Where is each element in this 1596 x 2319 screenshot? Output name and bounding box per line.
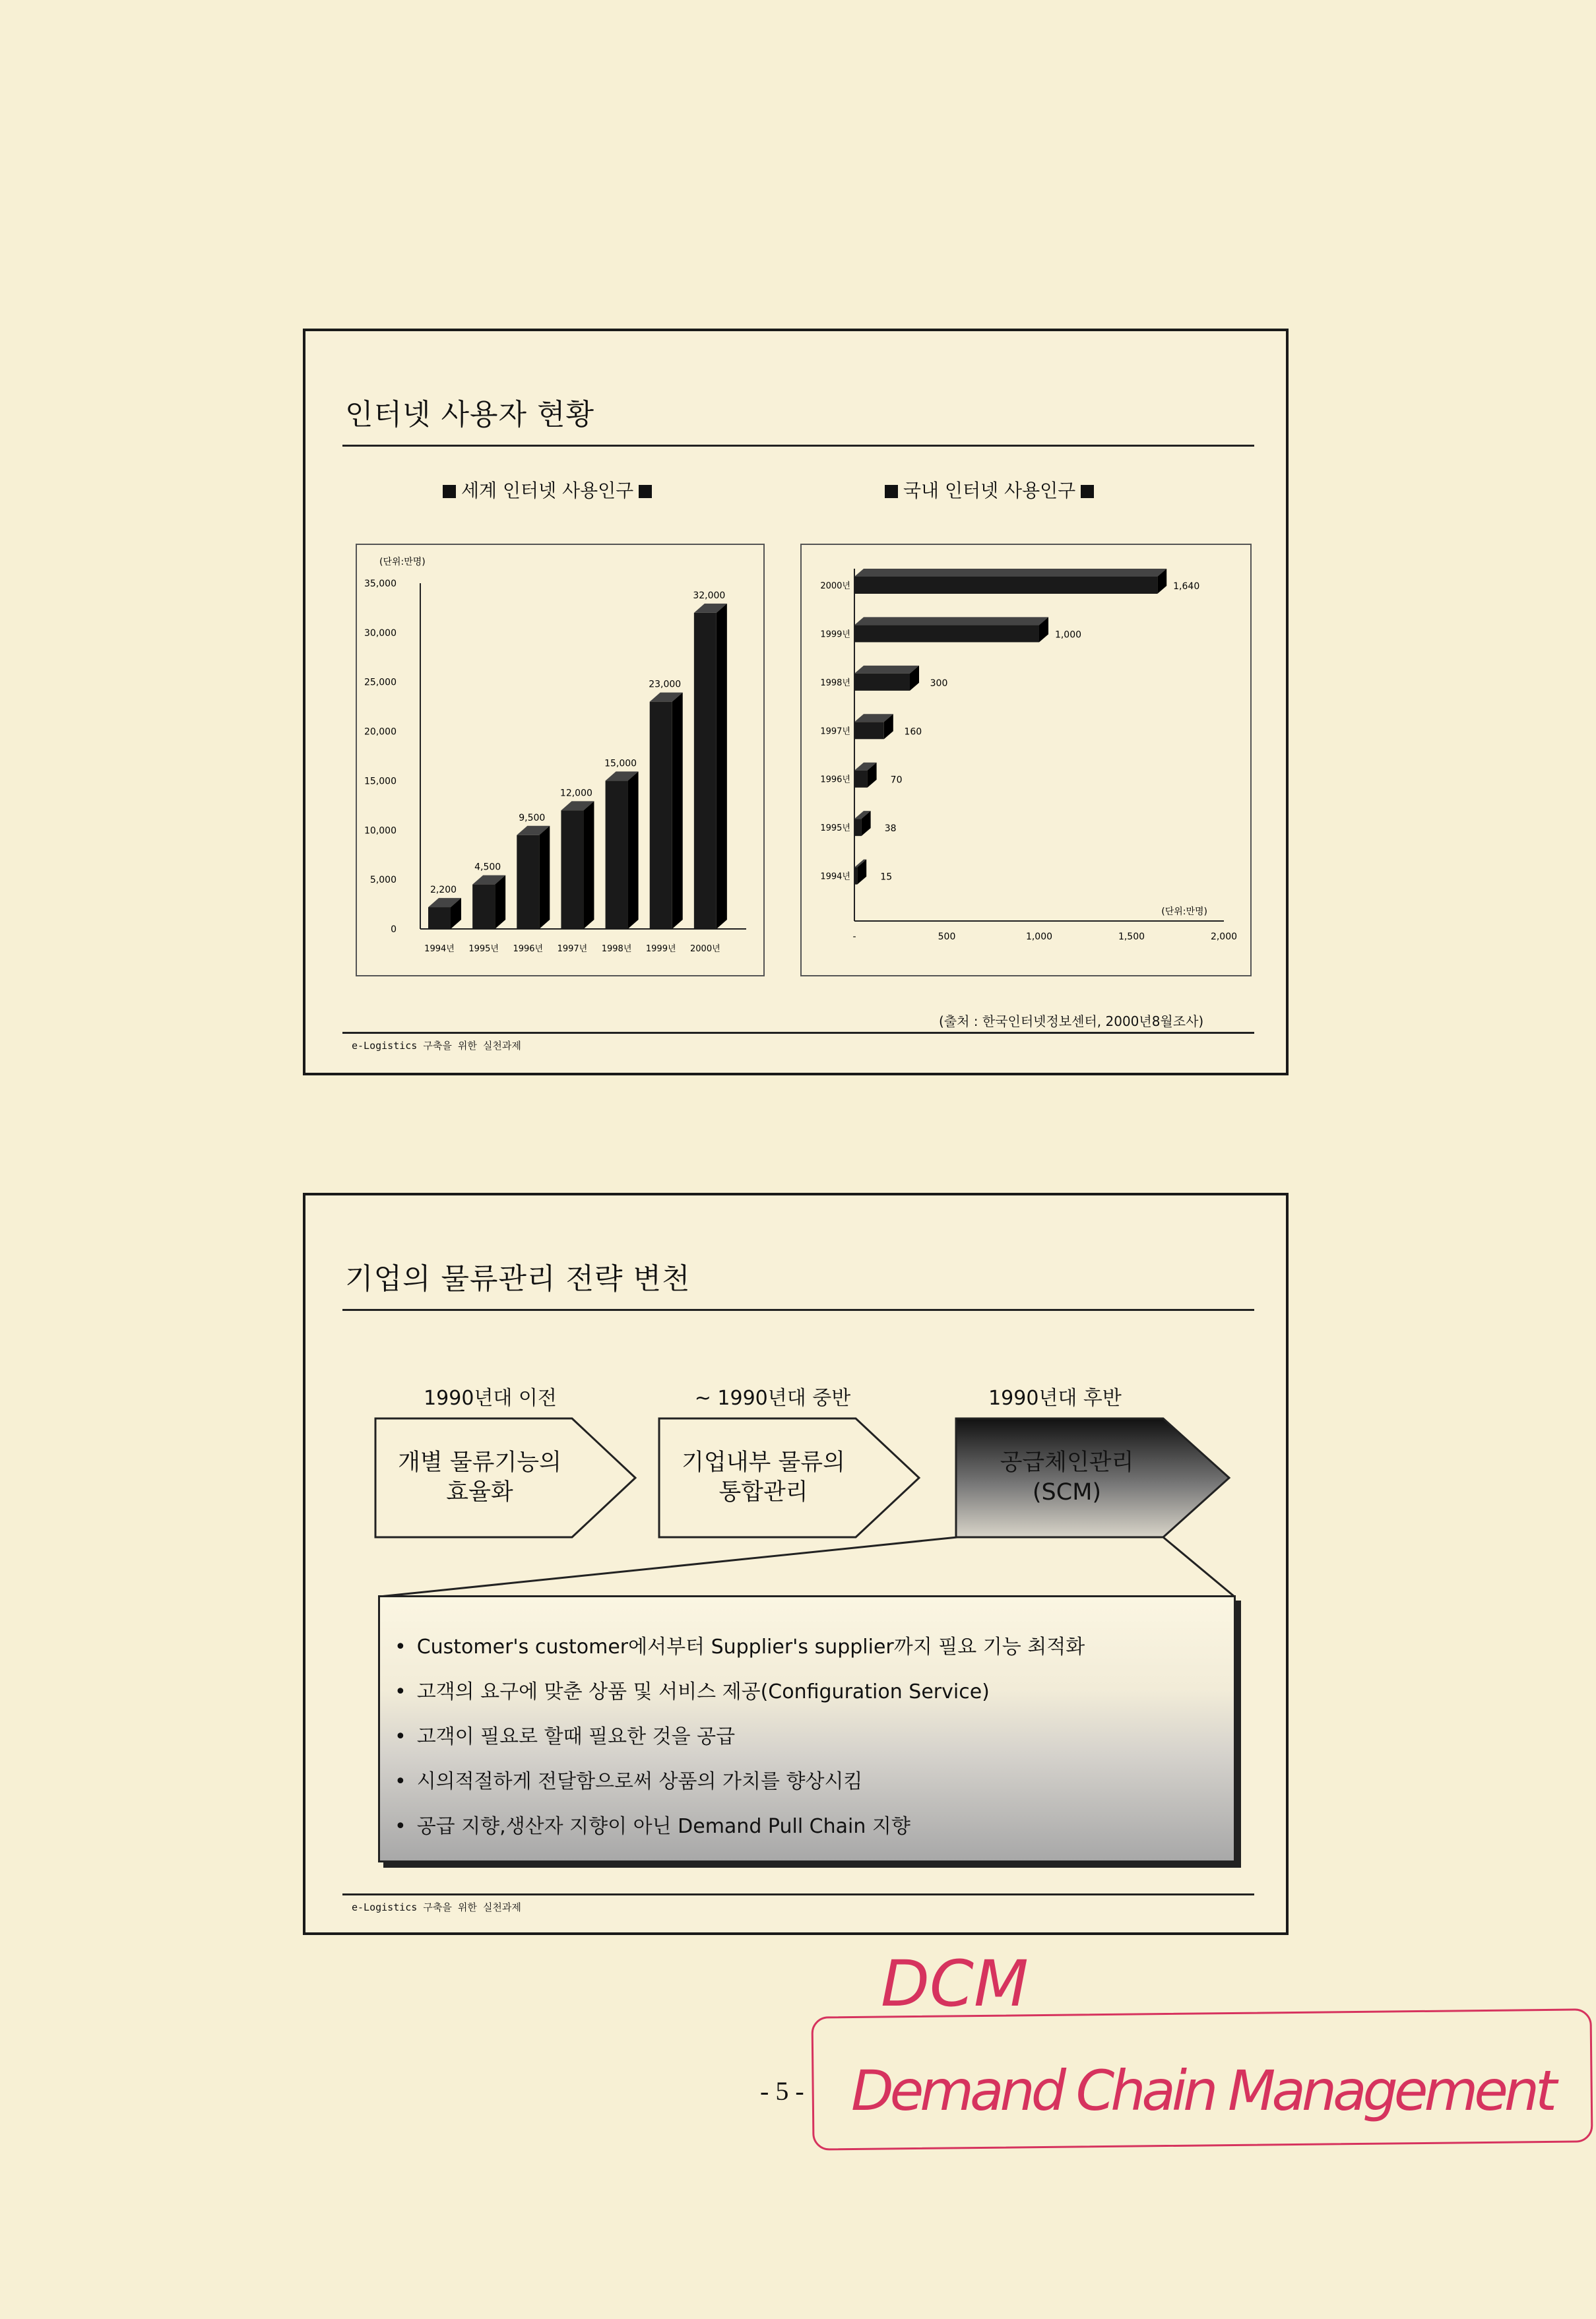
era-label-late-1990: 1990년대 후반 [988, 1387, 1122, 1410]
x-tick-label: 1995년 [468, 944, 499, 954]
value-label: 300 [930, 678, 948, 689]
y-tick-label: 2000년 [820, 581, 850, 591]
korea-heading-text: 국내 인터넷 사용인구 [903, 480, 1076, 501]
x-tick-label: 2000년 [690, 944, 720, 954]
y-tick-label: 20,000 [364, 726, 397, 738]
y-tick-label: 30,000 [364, 627, 397, 639]
value-label: 15,000 [604, 758, 637, 769]
scm-bullet: • 고객의 요구에 맞춘 상품 및 서비스 제공(Configuration Service) [395, 1675, 990, 1704]
x-tick-label: 2,000 [1210, 932, 1238, 942]
page-number: - 5 - [760, 2076, 804, 2106]
value-label: 12,000 [559, 788, 592, 799]
value-label: 4,500 [474, 862, 501, 873]
scm-bullet: • 공급 지향,생산자 지향이 아닌 Demand Pull Chain 지향 [395, 1810, 910, 1839]
value-label: 1,000 [1054, 629, 1082, 641]
value-label: 2,200 [430, 885, 457, 896]
value-label: 1,640 [1173, 581, 1200, 592]
x-tick-label: 1,500 [1118, 932, 1145, 942]
x-tick-label: 1996년 [513, 944, 544, 954]
era-line: 효율화 [446, 1479, 513, 1506]
x-tick-label: 1997년 [557, 944, 588, 954]
era-line: 통합관리 [718, 1479, 808, 1506]
y-tick-label: 35,000 [364, 579, 397, 589]
slide-footer: e-Logistics 구축을 위한 실천과제 [352, 1040, 521, 1052]
x-tick-label: 500 [938, 932, 956, 942]
era-line: 공급체인관리 [1000, 1449, 1134, 1476]
scm-bullet: • 고객이 필요로 할때 필요한 것을 공급 [395, 1720, 735, 1749]
slide-footer: e-Logistics 구축을 위한 실천과제 [352, 1901, 521, 1913]
slide-title: 기업의 물류관리 전략 변천 [345, 1262, 691, 1296]
x-tick-label: 1998년 [601, 944, 632, 954]
source-note: (출처 : 한국인터넷정보센터, 2000년8월조사) [939, 1013, 1204, 1029]
y-tick-label: 15,000 [364, 776, 397, 787]
y-tick-label: 1997년 [820, 726, 850, 737]
x-tick-label: 1999년 [645, 944, 676, 954]
value-label: 38 [884, 823, 897, 835]
value-label: 160 [904, 726, 922, 738]
era-line: 개별 물류기능의 [398, 1449, 561, 1476]
y-tick-label: 1994년 [820, 872, 850, 882]
scm-bullet: • Customer's customer에서부터 Supplier's supplier까지 필요 기능 최적화 [395, 1630, 1085, 1659]
y-tick-label: 1999년 [820, 629, 850, 640]
y-tick-label: 25,000 [364, 677, 397, 688]
x-tick-label: 1994년 [424, 944, 455, 954]
value-label: 15 [880, 872, 893, 883]
era-line: 기업내부 물류의 [682, 1449, 845, 1476]
era-label-mid-1990: ~ 1990년대 중반 [694, 1387, 851, 1410]
era-label-pre-1990: 1990년대 이전 [424, 1387, 557, 1410]
y-tick-label: 1995년 [820, 823, 850, 834]
y-tick-label: 1998년 [820, 678, 850, 688]
era-line: (SCM) [1032, 1479, 1102, 1506]
scm-bullet: • 시의적절하게 전달함으로써 상품의 가치를 향상시킴 [395, 1765, 862, 1794]
value-label: 70 [890, 775, 903, 786]
y-tick-label: 0 [391, 924, 397, 935]
annotation-demand-chain: Demand Chain Management [851, 2058, 1557, 2123]
unit-label: (단위:만명) [379, 557, 426, 567]
value-label: 32,000 [693, 590, 726, 601]
y-tick-label: 10,000 [364, 825, 397, 837]
y-tick-label: 5,000 [369, 875, 397, 886]
slide-title: 인터넷 사용자 현황 [345, 398, 595, 431]
value-label: 23,000 [649, 679, 682, 690]
y-tick-label: 1996년 [820, 775, 850, 785]
unit-label: (단위:만명) [1161, 906, 1207, 917]
x-tick-label: 1,000 [1025, 932, 1053, 942]
x-tick-label: - [852, 932, 856, 942]
world-heading-text: 세계 인터넷 사용인구 [461, 480, 634, 501]
annotation-dcm: DCM [881, 1947, 1029, 2021]
value-label: 9,500 [519, 812, 546, 823]
